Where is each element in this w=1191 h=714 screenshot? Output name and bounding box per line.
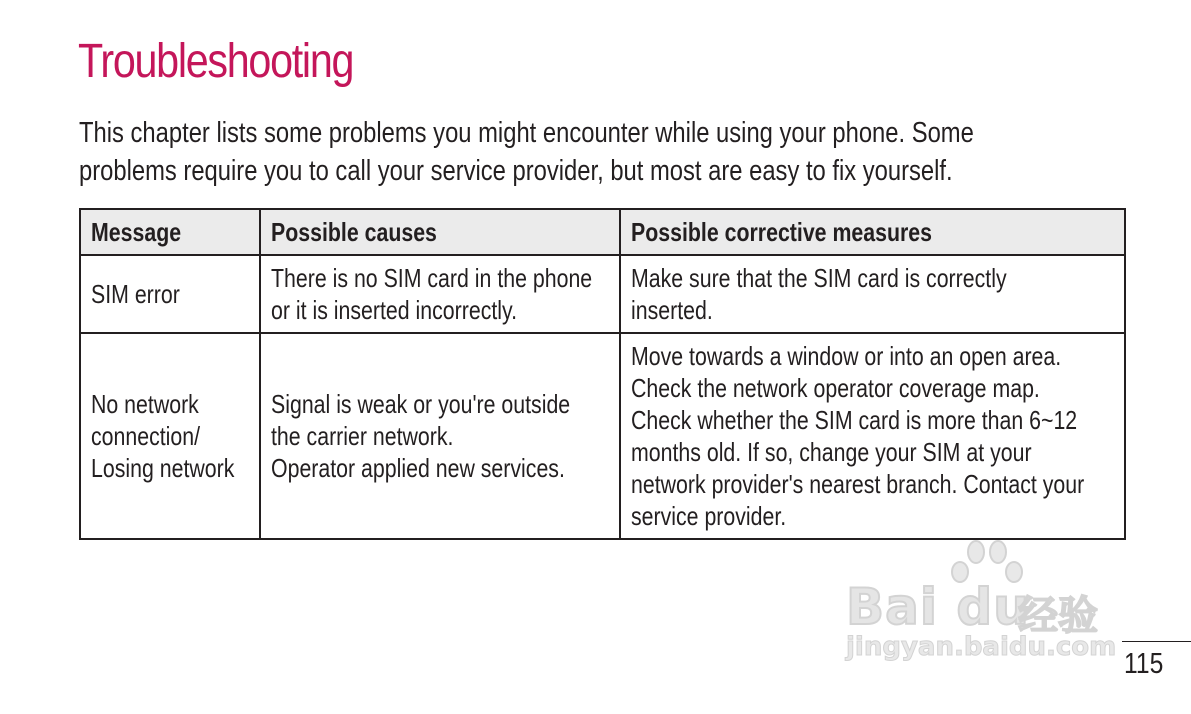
troubleshooting-table — [79, 208, 1126, 540]
intro-line: This chapter lists some problems you might encounter while using your phone. Some — [79, 117, 974, 149]
watermark-brand-cn: 经验 — [1018, 593, 1098, 639]
cell-causes: Signal is weak or you're outside the carrier network. Operator applied new services. — [260, 333, 620, 539]
cell-message: SIM error — [80, 255, 260, 333]
watermark-url: jingyan.baidu.com — [846, 632, 1117, 662]
header-corrective-measures: Possible corrective measures — [620, 209, 1125, 255]
table-row — [80, 333, 1125, 539]
cell-causes: There is no SIM card in the phone or it is inserted incorrectly. — [260, 255, 620, 333]
header-message: Message — [80, 209, 260, 255]
page-number: 115 — [1124, 648, 1164, 680]
table-row — [80, 255, 1125, 333]
cell-message: No network connection/ Losing network — [80, 333, 260, 539]
page-title: Troubleshooting — [78, 35, 354, 88]
cell-measures: Make sure that the SIM card is correctly inserted. — [620, 255, 1125, 333]
page-number-rule — [1122, 641, 1191, 642]
cell-measures: Move towards a window or into an open area. Check the network operator coverage map. Check whether the SIM card is more than 6~12 months old. If so, change your SIM at your network provider's nearest branch. Contact your service provider. — [620, 333, 1125, 539]
intro-line: problems require you to call your service provider, but most are easy to fix yourself. — [79, 155, 953, 187]
table-header-row — [80, 209, 1125, 255]
header-possible-causes: Possible causes — [260, 209, 620, 255]
baidu-watermark — [840, 538, 1120, 668]
watermark-brand: Bai du — [846, 578, 1030, 636]
intro-paragraph — [79, 114, 1022, 190]
